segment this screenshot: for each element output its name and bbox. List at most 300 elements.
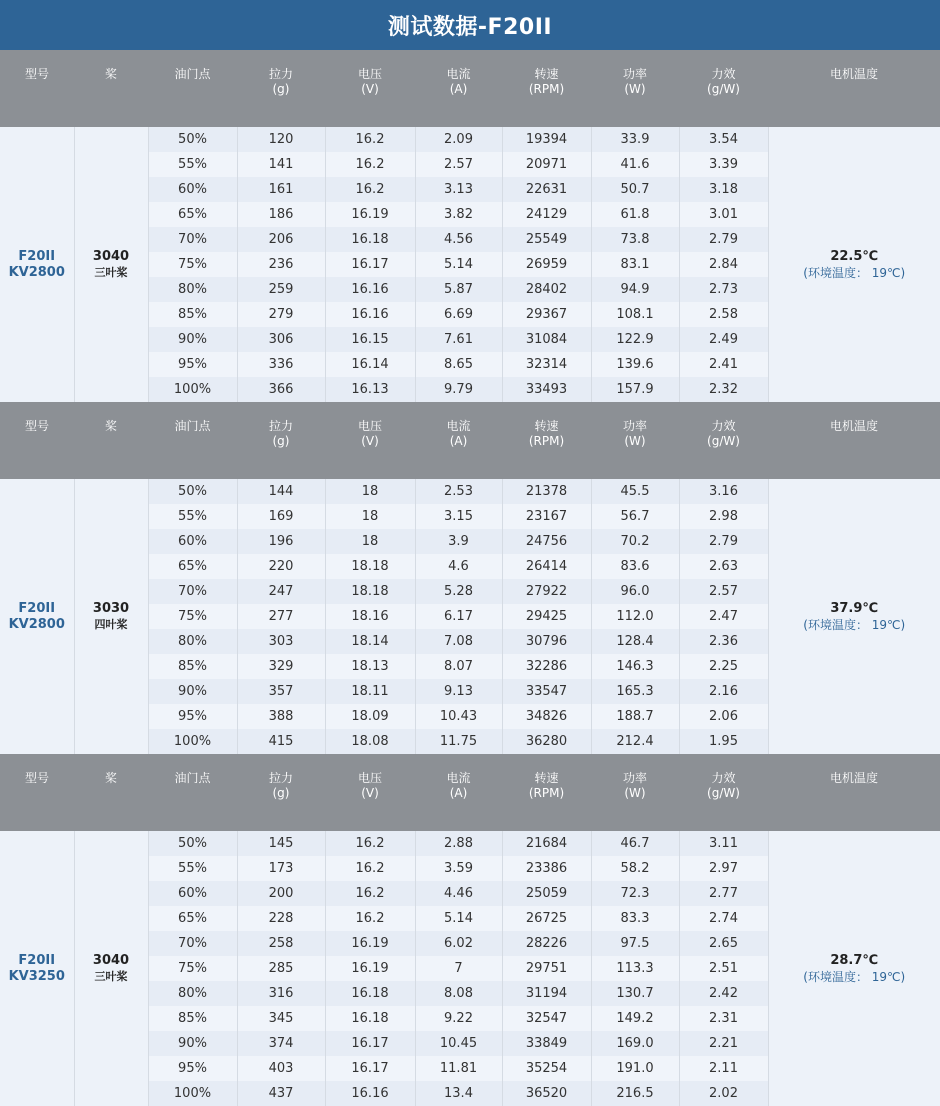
power-cell: 108.1 <box>591 302 679 327</box>
rpm-cell: 36280 <box>502 729 591 754</box>
voltage-cell: 18.09 <box>325 704 415 729</box>
voltage-cell: 16.18 <box>325 981 415 1006</box>
thrust-cell: 145 <box>237 831 325 856</box>
header-motor-temp <box>768 402 940 479</box>
ambient-temp-note: (环境温度： 19℃) <box>769 617 940 633</box>
ambient-temp-note: (环境温度： 19℃) <box>769 969 940 985</box>
current-cell: 3.15 <box>415 504 502 529</box>
efficiency-cell: 2.73 <box>679 277 768 302</box>
model-line: KV2800 <box>0 617 74 633</box>
efficiency-cell: 3.01 <box>679 202 768 227</box>
voltage-cell: 16.18 <box>325 227 415 252</box>
header-voltage <box>325 402 415 479</box>
header-label: 电流 <box>415 419 502 434</box>
throttle-cell: 60% <box>148 881 237 906</box>
header-rpm <box>502 50 591 127</box>
efficiency-cell: 2.47 <box>679 604 768 629</box>
header-unit: (V) <box>325 434 415 449</box>
motor-temp-value: 37.9℃ <box>769 601 940 617</box>
throttle-cell: 90% <box>148 327 237 352</box>
efficiency-cell: 2.97 <box>679 856 768 881</box>
power-cell: 157.9 <box>591 377 679 402</box>
header-unit: (g) <box>237 786 325 801</box>
header-prop <box>74 50 148 127</box>
thrust-cell: 437 <box>237 1081 325 1106</box>
header-label: 拉力 <box>237 419 325 434</box>
voltage-cell: 16.2 <box>325 831 415 856</box>
rpm-cell: 21378 <box>502 479 591 504</box>
rpm-cell: 32314 <box>502 352 591 377</box>
power-cell: 45.5 <box>591 479 679 504</box>
voltage-cell: 16.2 <box>325 856 415 881</box>
header-current <box>415 754 502 831</box>
header-unit: (W) <box>591 786 679 801</box>
power-cell: 50.7 <box>591 177 679 202</box>
header-label: 型号 <box>0 419 74 434</box>
throttle-cell: 75% <box>148 956 237 981</box>
rpm-cell: 24129 <box>502 202 591 227</box>
header-label: 电压 <box>325 419 415 434</box>
current-cell: 3.13 <box>415 177 502 202</box>
thrust-cell: 279 <box>237 302 325 327</box>
thrust-cell: 306 <box>237 327 325 352</box>
rpm-cell: 31084 <box>502 327 591 352</box>
thrust-cell: 259 <box>237 277 325 302</box>
rpm-cell: 32286 <box>502 654 591 679</box>
current-cell: 8.08 <box>415 981 502 1006</box>
thrust-cell: 173 <box>237 856 325 881</box>
efficiency-cell: 3.18 <box>679 177 768 202</box>
current-cell: 10.43 <box>415 704 502 729</box>
power-cell: 70.2 <box>591 529 679 554</box>
power-cell: 130.7 <box>591 981 679 1006</box>
header-efficiency <box>679 402 768 479</box>
table-row <box>0 831 940 856</box>
current-cell: 8.65 <box>415 352 502 377</box>
header-label: 力效 <box>679 67 768 82</box>
thrust-cell: 374 <box>237 1031 325 1056</box>
header-throttle <box>148 754 237 831</box>
efficiency-cell: 2.02 <box>679 1081 768 1106</box>
header-label: 型号 <box>0 67 74 82</box>
section-header-row <box>0 402 940 479</box>
current-cell: 7 <box>415 956 502 981</box>
voltage-cell: 16.19 <box>325 956 415 981</box>
throttle-cell: 50% <box>148 127 237 152</box>
voltage-cell: 16.2 <box>325 127 415 152</box>
voltage-cell: 18.14 <box>325 629 415 654</box>
rpm-cell: 32547 <box>502 1006 591 1031</box>
rpm-cell: 24756 <box>502 529 591 554</box>
efficiency-cell: 2.84 <box>679 252 768 277</box>
thrust-cell: 196 <box>237 529 325 554</box>
rpm-cell: 25059 <box>502 881 591 906</box>
prop-type: 四叶桨 <box>75 617 148 633</box>
header-unit: (W) <box>591 434 679 449</box>
header-unit: (V) <box>325 82 415 97</box>
thrust-cell: 336 <box>237 352 325 377</box>
power-cell: 169.0 <box>591 1031 679 1056</box>
efficiency-cell: 2.21 <box>679 1031 768 1056</box>
thrust-cell: 316 <box>237 981 325 1006</box>
voltage-cell: 16.19 <box>325 931 415 956</box>
header-voltage <box>325 754 415 831</box>
power-cell: 83.3 <box>591 906 679 931</box>
header-unit: (g/W) <box>679 434 768 449</box>
voltage-cell: 18.18 <box>325 554 415 579</box>
throttle-cell: 65% <box>148 906 237 931</box>
thrust-cell: 329 <box>237 654 325 679</box>
efficiency-cell: 2.42 <box>679 981 768 1006</box>
header-power <box>591 402 679 479</box>
header-label: 电压 <box>325 67 415 82</box>
throttle-cell: 95% <box>148 704 237 729</box>
voltage-cell: 18.08 <box>325 729 415 754</box>
rpm-cell: 29367 <box>502 302 591 327</box>
rpm-cell: 23386 <box>502 856 591 881</box>
power-cell: 58.2 <box>591 856 679 881</box>
thrust-cell: 357 <box>237 679 325 704</box>
prop-type: 三叶桨 <box>75 265 148 281</box>
rpm-cell: 25549 <box>502 227 591 252</box>
header-label: 电压 <box>325 771 415 786</box>
header-unit: (A) <box>415 434 502 449</box>
throttle-cell: 85% <box>148 1006 237 1031</box>
power-cell: 188.7 <box>591 704 679 729</box>
motor-temp-cell <box>768 127 940 402</box>
current-cell: 9.22 <box>415 1006 502 1031</box>
voltage-cell: 16.2 <box>325 906 415 931</box>
thrust-cell: 120 <box>237 127 325 152</box>
rpm-cell: 33547 <box>502 679 591 704</box>
throttle-cell: 55% <box>148 152 237 177</box>
power-cell: 212.4 <box>591 729 679 754</box>
efficiency-cell: 2.77 <box>679 881 768 906</box>
header-current <box>415 50 502 127</box>
prop-cell <box>74 127 148 402</box>
throttle-cell: 70% <box>148 931 237 956</box>
thrust-cell: 247 <box>237 579 325 604</box>
voltage-cell: 16.2 <box>325 152 415 177</box>
header-label: 桨 <box>74 419 148 434</box>
header-label: 力效 <box>679 771 768 786</box>
rpm-cell: 33849 <box>502 1031 591 1056</box>
model-line: F20II <box>0 249 74 265</box>
power-cell: 149.2 <box>591 1006 679 1031</box>
throttle-cell: 55% <box>148 856 237 881</box>
thrust-cell: 258 <box>237 931 325 956</box>
prop-size: 3030 <box>75 601 148 617</box>
power-cell: 33.9 <box>591 127 679 152</box>
header-label: 桨 <box>74 67 148 82</box>
section-header-row <box>0 50 940 127</box>
throttle-cell: 95% <box>148 1056 237 1081</box>
header-label: 转速 <box>502 67 591 82</box>
current-cell: 4.56 <box>415 227 502 252</box>
current-cell: 10.45 <box>415 1031 502 1056</box>
efficiency-cell: 3.11 <box>679 831 768 856</box>
thrust-cell: 415 <box>237 729 325 754</box>
rpm-cell: 26959 <box>502 252 591 277</box>
motor-temp-cell <box>768 479 940 754</box>
current-cell: 13.4 <box>415 1081 502 1106</box>
current-cell: 4.46 <box>415 881 502 906</box>
thrust-cell: 200 <box>237 881 325 906</box>
model-line: KV3250 <box>0 969 74 985</box>
power-cell: 216.5 <box>591 1081 679 1106</box>
prop-size: 3040 <box>75 249 148 265</box>
header-unit: (g) <box>237 82 325 97</box>
header-label: 功率 <box>591 419 679 434</box>
prop-cell <box>74 479 148 754</box>
power-cell: 191.0 <box>591 1056 679 1081</box>
current-cell: 11.81 <box>415 1056 502 1081</box>
rpm-cell: 29425 <box>502 604 591 629</box>
header-unit: (A) <box>415 82 502 97</box>
efficiency-cell: 2.49 <box>679 327 768 352</box>
efficiency-cell: 2.51 <box>679 956 768 981</box>
header-current <box>415 402 502 479</box>
header-throttle <box>148 50 237 127</box>
current-cell: 9.79 <box>415 377 502 402</box>
throttle-cell: 50% <box>148 831 237 856</box>
voltage-cell: 16.2 <box>325 177 415 202</box>
header-unit: (g) <box>237 434 325 449</box>
header-model <box>0 402 74 479</box>
header-label: 电机温度 <box>768 419 940 434</box>
throttle-cell: 90% <box>148 679 237 704</box>
throttle-cell: 65% <box>148 202 237 227</box>
model-cell <box>0 127 74 402</box>
header-unit: (A) <box>415 786 502 801</box>
rpm-cell: 30796 <box>502 629 591 654</box>
throttle-cell: 80% <box>148 277 237 302</box>
header-model <box>0 754 74 831</box>
power-cell: 41.6 <box>591 152 679 177</box>
efficiency-cell: 2.25 <box>679 654 768 679</box>
current-cell: 5.28 <box>415 579 502 604</box>
page-title: 测试数据-F20II <box>0 0 940 50</box>
header-unit: (RPM) <box>502 82 591 97</box>
power-cell: 72.3 <box>591 881 679 906</box>
header-label: 桨 <box>74 771 148 786</box>
header-rpm <box>502 402 591 479</box>
rpm-cell: 23167 <box>502 504 591 529</box>
voltage-cell: 16.16 <box>325 1081 415 1106</box>
power-cell: 146.3 <box>591 654 679 679</box>
efficiency-cell: 2.06 <box>679 704 768 729</box>
efficiency-cell: 3.39 <box>679 152 768 177</box>
rpm-cell: 36520 <box>502 1081 591 1106</box>
header-unit: (RPM) <box>502 434 591 449</box>
voltage-cell: 16.13 <box>325 377 415 402</box>
header-label: 拉力 <box>237 67 325 82</box>
header-label: 油门点 <box>148 67 237 82</box>
current-cell: 5.14 <box>415 906 502 931</box>
power-cell: 56.7 <box>591 504 679 529</box>
power-cell: 46.7 <box>591 831 679 856</box>
model-cell <box>0 831 74 1106</box>
throttle-cell: 60% <box>148 177 237 202</box>
power-cell: 165.3 <box>591 679 679 704</box>
thrust-cell: 285 <box>237 956 325 981</box>
header-label: 功率 <box>591 67 679 82</box>
voltage-cell: 16.16 <box>325 302 415 327</box>
voltage-cell: 16.17 <box>325 1056 415 1081</box>
power-cell: 94.9 <box>591 277 679 302</box>
rpm-cell: 28402 <box>502 277 591 302</box>
table-row <box>0 479 940 504</box>
efficiency-cell: 1.95 <box>679 729 768 754</box>
header-prop <box>74 402 148 479</box>
current-cell: 6.17 <box>415 604 502 629</box>
prop-cell <box>74 831 148 1106</box>
motor-temp-value: 28.7℃ <box>769 953 940 969</box>
header-rpm <box>502 754 591 831</box>
voltage-cell: 18.16 <box>325 604 415 629</box>
thrust-cell: 345 <box>237 1006 325 1031</box>
header-power <box>591 50 679 127</box>
thrust-cell: 388 <box>237 704 325 729</box>
power-cell: 83.1 <box>591 252 679 277</box>
ambient-temp-note: (环境温度： 19℃) <box>769 265 940 281</box>
header-thrust <box>237 402 325 479</box>
header-thrust <box>237 50 325 127</box>
voltage-cell: 18.11 <box>325 679 415 704</box>
voltage-cell: 16.17 <box>325 252 415 277</box>
voltage-cell: 16.15 <box>325 327 415 352</box>
voltage-cell: 18.18 <box>325 579 415 604</box>
efficiency-cell: 2.31 <box>679 1006 768 1031</box>
header-motor-temp <box>768 754 940 831</box>
header-label: 油门点 <box>148 771 237 786</box>
current-cell: 3.9 <box>415 529 502 554</box>
prop-type: 三叶桨 <box>75 969 148 985</box>
efficiency-cell: 2.58 <box>679 302 768 327</box>
current-cell: 5.87 <box>415 277 502 302</box>
thrust-cell: 277 <box>237 604 325 629</box>
throttle-cell: 70% <box>148 227 237 252</box>
voltage-cell: 16.16 <box>325 277 415 302</box>
current-cell: 3.59 <box>415 856 502 881</box>
efficiency-cell: 2.32 <box>679 377 768 402</box>
thrust-cell: 161 <box>237 177 325 202</box>
header-label: 转速 <box>502 771 591 786</box>
model-line: KV2800 <box>0 265 74 281</box>
current-cell: 2.88 <box>415 831 502 856</box>
thrust-cell: 366 <box>237 377 325 402</box>
current-cell: 5.14 <box>415 252 502 277</box>
throttle-cell: 60% <box>148 529 237 554</box>
header-label: 油门点 <box>148 419 237 434</box>
power-cell: 97.5 <box>591 931 679 956</box>
throttle-cell: 85% <box>148 654 237 679</box>
header-unit: (W) <box>591 82 679 97</box>
thrust-cell: 228 <box>237 906 325 931</box>
throttle-cell: 55% <box>148 504 237 529</box>
rpm-cell: 27922 <box>502 579 591 604</box>
power-cell: 73.8 <box>591 227 679 252</box>
throttle-cell: 100% <box>148 729 237 754</box>
motor-temp-value: 22.5℃ <box>769 249 940 265</box>
model-cell <box>0 479 74 754</box>
header-label: 电机温度 <box>768 67 940 82</box>
current-cell: 2.53 <box>415 479 502 504</box>
voltage-cell: 16.2 <box>325 881 415 906</box>
thrust-cell: 236 <box>237 252 325 277</box>
thrust-cell: 220 <box>237 554 325 579</box>
header-efficiency <box>679 754 768 831</box>
header-efficiency <box>679 50 768 127</box>
voltage-cell: 16.19 <box>325 202 415 227</box>
section-header-row <box>0 754 940 831</box>
current-cell: 4.6 <box>415 554 502 579</box>
rpm-cell: 35254 <box>502 1056 591 1081</box>
current-cell: 2.57 <box>415 152 502 177</box>
current-cell: 7.08 <box>415 629 502 654</box>
voltage-cell: 16.14 <box>325 352 415 377</box>
efficiency-cell: 2.98 <box>679 504 768 529</box>
voltage-cell: 16.17 <box>325 1031 415 1056</box>
power-cell: 113.3 <box>591 956 679 981</box>
header-prop <box>74 754 148 831</box>
rpm-cell: 20971 <box>502 152 591 177</box>
rpm-cell: 19394 <box>502 127 591 152</box>
current-cell: 8.07 <box>415 654 502 679</box>
voltage-cell: 18 <box>325 504 415 529</box>
throttle-cell: 100% <box>148 377 237 402</box>
header-label: 拉力 <box>237 771 325 786</box>
table-row <box>0 127 940 152</box>
throttle-cell: 80% <box>148 629 237 654</box>
voltage-cell: 18 <box>325 529 415 554</box>
prop-size: 3040 <box>75 953 148 969</box>
header-unit: (g/W) <box>679 786 768 801</box>
throttle-cell: 100% <box>148 1081 237 1106</box>
test-data-table <box>0 50 940 1106</box>
efficiency-cell: 2.57 <box>679 579 768 604</box>
efficiency-cell: 2.63 <box>679 554 768 579</box>
power-cell: 83.6 <box>591 554 679 579</box>
throttle-cell: 65% <box>148 554 237 579</box>
header-label: 电流 <box>415 67 502 82</box>
rpm-cell: 29751 <box>502 956 591 981</box>
header-label: 型号 <box>0 771 74 786</box>
power-cell: 122.9 <box>591 327 679 352</box>
rpm-cell: 31194 <box>502 981 591 1006</box>
rpm-cell: 33493 <box>502 377 591 402</box>
header-label: 功率 <box>591 771 679 786</box>
thrust-cell: 303 <box>237 629 325 654</box>
power-cell: 96.0 <box>591 579 679 604</box>
rpm-cell: 26725 <box>502 906 591 931</box>
throttle-cell: 95% <box>148 352 237 377</box>
current-cell: 6.69 <box>415 302 502 327</box>
header-throttle <box>148 402 237 479</box>
header-label: 电机温度 <box>768 771 940 786</box>
power-cell: 61.8 <box>591 202 679 227</box>
efficiency-cell: 2.16 <box>679 679 768 704</box>
throttle-cell: 80% <box>148 981 237 1006</box>
header-thrust <box>237 754 325 831</box>
voltage-cell: 16.18 <box>325 1006 415 1031</box>
thrust-cell: 206 <box>237 227 325 252</box>
efficiency-cell: 2.36 <box>679 629 768 654</box>
efficiency-cell: 2.41 <box>679 352 768 377</box>
thrust-cell: 169 <box>237 504 325 529</box>
header-label: 力效 <box>679 419 768 434</box>
current-cell: 7.61 <box>415 327 502 352</box>
